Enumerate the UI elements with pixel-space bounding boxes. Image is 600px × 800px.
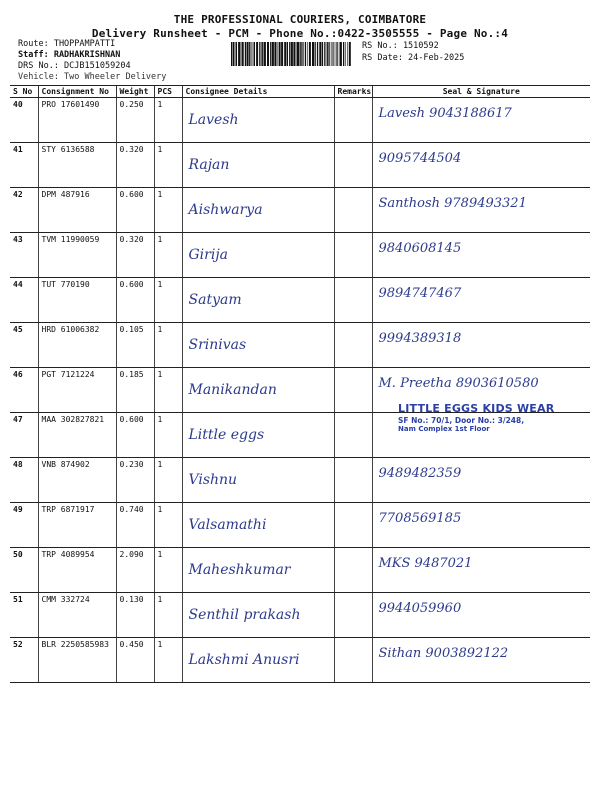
signature-handwriting: 7708569185 (378, 511, 462, 526)
row-sno: 48 (10, 458, 38, 503)
consignee-handwriting: Lakshmi Anusri (188, 652, 300, 668)
row-remarks (334, 638, 372, 683)
consignee-handwriting: Valsamathi (188, 517, 267, 533)
row-pcs: 1 (154, 323, 182, 368)
row-pcs: 1 (154, 233, 182, 278)
barcode-bar (312, 42, 314, 66)
row-consignment-no: MAA 302827821 (38, 413, 116, 458)
table-row (10, 458, 590, 503)
barcode-bar (236, 42, 237, 66)
row-signature (372, 638, 590, 683)
col-sno-header: S No (10, 86, 38, 98)
row-sno: 40 (10, 98, 38, 143)
barcode-bar (289, 42, 290, 66)
barcode-bar (296, 42, 297, 66)
table-row (10, 98, 590, 143)
signature-handwriting: Sithan 9003892122 (378, 646, 509, 661)
table-row (10, 638, 590, 683)
row-signature (372, 593, 590, 638)
barcode-bar (254, 42, 255, 66)
barcode-bar (324, 42, 325, 66)
row-signature (372, 188, 590, 233)
barcode-image (231, 42, 351, 66)
col-remarks-header: Remarks (334, 86, 372, 98)
col-signature-header: Seal & Signature (372, 86, 590, 98)
row-weight: 0.320 (116, 233, 154, 278)
stamp-address: SF No.: 70/1, Door No.: 3/248, (398, 416, 525, 425)
barcode-bar (259, 42, 260, 66)
row-sno: 51 (10, 593, 38, 638)
row-weight: 0.320 (116, 143, 154, 188)
signature-handwriting: 9944059960 (378, 601, 462, 616)
table-header-row (10, 86, 590, 98)
row-consignment-no: TRP 4089954 (38, 548, 116, 593)
row-sno: 43 (10, 233, 38, 278)
row-sno: 52 (10, 638, 38, 683)
row-pcs: 1 (154, 278, 182, 323)
barcode-bar (331, 42, 332, 66)
signature-handwriting: MKS 9487021 (378, 556, 473, 571)
consignee-handwriting: Senthil prakash (188, 607, 301, 623)
barcode-bar (328, 42, 329, 66)
consignee-handwriting: Little eggs (188, 427, 265, 443)
signature-handwriting: Lavesh 9043188617 (378, 106, 512, 121)
row-consignee (182, 413, 334, 458)
row-consignment-no: BLR 2250585983 (38, 638, 116, 683)
consignee-handwriting: Vishnu (188, 472, 238, 488)
table-row (10, 548, 590, 593)
row-pcs: 1 (154, 593, 182, 638)
barcode-bar (303, 42, 304, 66)
row-signature (372, 98, 590, 143)
barcode-bar (247, 42, 249, 66)
row-consignee (182, 638, 334, 683)
row-signature (372, 143, 590, 188)
row-remarks (334, 593, 372, 638)
row-pcs: 1 (154, 638, 182, 683)
barcode-bar (233, 42, 234, 66)
row-remarks (334, 143, 372, 188)
barcode-bar (309, 42, 311, 66)
row-remarks (334, 278, 372, 323)
row-pcs: 1 (154, 98, 182, 143)
consignee-handwriting: Maheshkumar (188, 562, 291, 578)
col-weight-header: Weight (116, 86, 154, 98)
row-consignment-no: VNB 874902 (38, 458, 116, 503)
row-sno: 49 (10, 503, 38, 548)
row-sno: 46 (10, 368, 38, 413)
barcode-bar (339, 42, 340, 66)
row-weight: 0.185 (116, 368, 154, 413)
row-consignee (182, 323, 334, 368)
consignee-handwriting: Lavesh (188, 112, 239, 128)
rs-number: RS No.: 1510592 (362, 41, 439, 51)
barcode-bar (235, 42, 236, 66)
barcode-bar (332, 42, 333, 66)
table-row (10, 278, 590, 323)
row-consignee (182, 503, 334, 548)
consignee-handwriting: Manikandan (188, 382, 277, 398)
row-sno: 45 (10, 323, 38, 368)
row-consignee (182, 278, 334, 323)
barcode-bar (343, 42, 344, 66)
barcode-bar (267, 42, 269, 66)
row-weight: 0.250 (116, 98, 154, 143)
col-pcs-header: PCS (154, 86, 182, 98)
row-consignment-no: TRP 6871917 (38, 503, 116, 548)
barcode-bar (322, 42, 323, 66)
table-row (10, 593, 590, 638)
row-pcs: 1 (154, 188, 182, 233)
row-signature (372, 233, 590, 278)
barcode-bar (333, 42, 334, 66)
row-signature (372, 278, 590, 323)
barcode-bar (272, 42, 274, 66)
table-row (10, 503, 590, 548)
barcode-bar (340, 42, 342, 66)
barcode-bar (242, 42, 244, 66)
table-row (10, 143, 590, 188)
consignee-handwriting: Satyam (188, 292, 242, 308)
row-consignee (182, 548, 334, 593)
row-weight: 0.130 (116, 593, 154, 638)
row-pcs: 1 (154, 458, 182, 503)
row-consignee (182, 368, 334, 413)
row-consignment-no: PRO 17601490 (38, 98, 116, 143)
row-signature (372, 323, 590, 368)
barcode-bar (335, 42, 336, 66)
seal-stamp (398, 402, 578, 433)
barcode-bar (317, 42, 318, 66)
row-consignee (182, 143, 334, 188)
row-pcs: 1 (154, 413, 182, 458)
stamp-address-2: Nam Complex 1st Floor (398, 425, 490, 433)
barcode-bar (249, 42, 250, 66)
consignee-handwriting: Rajan (188, 157, 230, 173)
signature-handwriting: 9489482359 (378, 466, 462, 481)
row-sno: 50 (10, 548, 38, 593)
barcode-bar (277, 42, 278, 66)
row-remarks (334, 368, 372, 413)
barcode-bar (261, 42, 262, 66)
signature-handwriting: 9095744504 (378, 151, 462, 166)
row-consignee (182, 233, 334, 278)
row-signature (372, 548, 590, 593)
barcode-bar (307, 42, 308, 66)
row-consignee (182, 98, 334, 143)
barcode-bar (297, 42, 299, 66)
row-consignment-no: TUT 770190 (38, 278, 116, 323)
row-remarks (334, 458, 372, 503)
stamp-name: LITTLE EGGS KIDS WEAR (398, 402, 555, 415)
barcode-bar (287, 42, 288, 66)
row-consignee (182, 458, 334, 503)
barcode-bar (300, 42, 301, 66)
barcode-bar (315, 42, 316, 66)
signature-handwriting: M. Preetha 8903610580 (378, 376, 539, 391)
row-consignment-no: HRD 61006382 (38, 323, 116, 368)
company-title: THE PROFESSIONAL COURIERS, COIMBATORE (173, 13, 427, 26)
barcode-bar (284, 42, 286, 66)
delivery-table (10, 85, 590, 683)
barcode-bar (245, 42, 246, 66)
barcode-bar (347, 42, 348, 66)
signature-handwriting: 9840608145 (378, 241, 462, 256)
barcode-bar (251, 42, 252, 66)
row-consignment-no: PGT 7121224 (38, 368, 116, 413)
row-consignment-no: DPM 487916 (38, 188, 116, 233)
row-consignment-no: STY 6136588 (38, 143, 116, 188)
barcode-bar (238, 42, 240, 66)
barcode-bar (305, 42, 306, 66)
barcode-bar (293, 42, 295, 66)
table-row (10, 233, 590, 278)
row-pcs: 1 (154, 143, 182, 188)
barcode-bar (231, 42, 232, 66)
consignee-handwriting: Girija (188, 247, 229, 263)
row-weight: 0.105 (116, 323, 154, 368)
row-remarks (334, 233, 372, 278)
staff-label: Staff: RADHAKRISHNAN (18, 50, 121, 60)
barcode-bar (349, 42, 351, 66)
row-weight: 0.600 (116, 188, 154, 233)
table-row (10, 323, 590, 368)
row-weight: 2.090 (116, 548, 154, 593)
signature-handwriting: 9894747467 (378, 286, 462, 301)
row-weight: 0.740 (116, 503, 154, 548)
row-pcs: 1 (154, 368, 182, 413)
row-remarks (334, 503, 372, 548)
row-weight: 0.600 (116, 278, 154, 323)
row-pcs: 1 (154, 548, 182, 593)
row-weight: 0.600 (116, 413, 154, 458)
table-row (10, 188, 590, 233)
vehicle-label: Vehicle: Two Wheeler Delivery (18, 72, 167, 82)
row-weight: 0.450 (116, 638, 154, 683)
route-label: Route: THOPPAMPATTI (18, 39, 116, 49)
barcode-bar (281, 42, 283, 66)
barcode-bar (241, 42, 242, 66)
barcode-bar (264, 42, 266, 66)
barcode-bar (301, 42, 302, 66)
row-signature (372, 503, 590, 548)
row-consignee (182, 188, 334, 233)
row-pcs: 1 (154, 503, 182, 548)
signature-handwriting: Santhosh 9789493321 (378, 196, 527, 211)
row-remarks (334, 98, 372, 143)
row-remarks (334, 188, 372, 233)
consignee-handwriting: Srinivas (188, 337, 247, 353)
barcode-bar (279, 42, 281, 66)
barcode-bar (274, 42, 276, 66)
row-remarks (334, 413, 372, 458)
barcode-bar (291, 42, 293, 66)
row-consignment-no: TVM 11990059 (38, 233, 116, 278)
col-consignment-header: Consignment No (38, 86, 116, 98)
barcode-bar (270, 42, 271, 66)
barcode-bar (262, 42, 263, 66)
drs-number: DRS No.: DCJB151059204 (18, 61, 131, 71)
row-sno: 44 (10, 278, 38, 323)
barcode-bar (327, 42, 328, 66)
barcode-bar (336, 42, 337, 66)
runsheet-subtitle: Delivery Runsheet - PCM - Phone No.:0422-3505555 - Page No.:4 (91, 27, 509, 40)
row-consignee (182, 593, 334, 638)
barcode-bar (319, 42, 321, 66)
row-weight: 0.230 (116, 458, 154, 503)
row-signature (372, 458, 590, 503)
signature-handwriting: 9994389318 (378, 331, 462, 346)
barcode-bar (253, 42, 254, 66)
row-sno: 42 (10, 188, 38, 233)
barcode-bar (256, 42, 258, 66)
row-consignment-no: CMM 332724 (38, 593, 116, 638)
rs-date: RS Date: 24-Feb-2025 (362, 53, 465, 63)
col-consignee-header: Consignee Details (182, 86, 334, 98)
row-sno: 41 (10, 143, 38, 188)
barcode-bar (345, 42, 346, 66)
row-sno: 47 (10, 413, 38, 458)
consignee-handwriting: Aishwarya (188, 202, 263, 218)
row-remarks (334, 548, 372, 593)
row-remarks (334, 323, 372, 368)
